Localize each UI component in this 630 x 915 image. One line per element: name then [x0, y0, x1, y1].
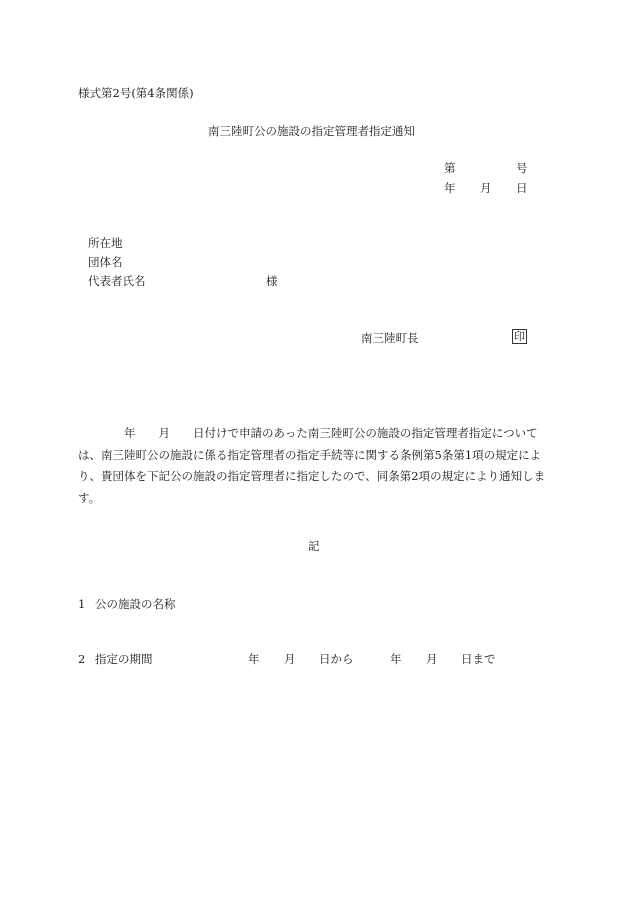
period-from-day: 日から [319, 652, 354, 666]
item-number: 1 [78, 597, 86, 611]
date-month: 月 [480, 181, 492, 195]
form-number: 様式第2号(第4条関係) [78, 86, 194, 100]
ref-dai: 第 [444, 161, 456, 175]
recipient-rep: 代表者氏名 [88, 274, 146, 288]
body-line: り、貴団体を下記公の施設の指定管理者に指定したので、同条第2項の規定により通知しま [78, 469, 546, 483]
recipient-address: 所在地 [88, 236, 123, 250]
date-day: 日 [516, 181, 528, 195]
period-to-year: 年 [390, 652, 402, 666]
body-paragraph [78, 423, 554, 509]
recipient-honorific: 様 [266, 274, 278, 288]
period-to-month: 月 [426, 652, 438, 666]
body-line: 年 月 日付けで申請のあった南三陸町公の施設の指定管理者指定について [124, 426, 538, 440]
period-to-day: 日まで [461, 652, 496, 666]
period-from-year: 年 [248, 652, 260, 666]
period-from-month: 月 [284, 652, 296, 666]
body-line: す。 [78, 490, 101, 505]
item-label: 公の施設の名称 [95, 597, 176, 611]
date-year: 年 [444, 181, 456, 195]
item-label: 指定の期間 [95, 652, 153, 666]
issuer-seal [512, 329, 527, 344]
document-title: 南三陸町公の施設の指定管理者指定通知 [208, 124, 415, 138]
recipient-org: 団体名 [88, 255, 123, 269]
ki-heading: 記 [308, 539, 320, 553]
body-line: は、南三陸町公の施設に係る指定管理者の指定手続等に関する条例第5条第1項の規定によ [78, 447, 542, 462]
item-number: 2 [78, 652, 86, 666]
issuer-title: 南三陸町長 [361, 331, 419, 345]
ref-go: 号 [516, 161, 528, 175]
seal-mark: 印 [514, 330, 525, 343]
